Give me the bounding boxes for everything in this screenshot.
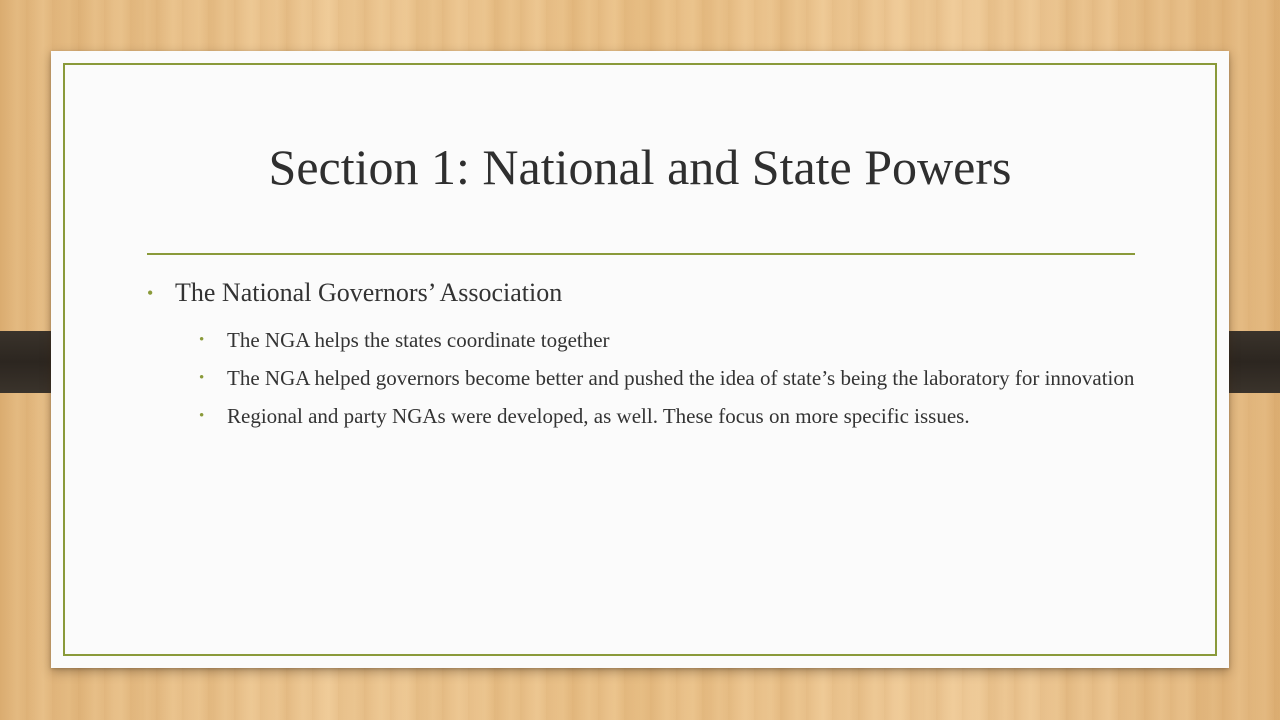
sub-bullet-item <box>147 403 1147 430</box>
bullet-icon: • <box>199 408 205 424</box>
bullet-icon: • <box>147 283 154 303</box>
title-divider <box>147 253 1135 255</box>
sub-bullet-item <box>147 327 1147 354</box>
sub-bullet-text: The NGA helped governors become better and pushed the idea of state’s being the laboratory for innovation <box>227 366 1135 390</box>
bullet-icon: • <box>199 370 205 386</box>
sub-bullet-text: The NGA helps the states coordinate together <box>227 328 610 352</box>
sub-bullet-item <box>147 365 1147 392</box>
sub-bullet-text: Regional and party NGAs were developed, as well. These focus on more specific issues. <box>227 404 970 428</box>
slide-canvas <box>51 51 1229 668</box>
bullet-icon: • <box>199 332 205 348</box>
bullet-item <box>147 277 1147 309</box>
bullet-list <box>147 277 1147 430</box>
bullet-text: The National Governors’ Association <box>175 278 563 307</box>
slide-title: Section 1: National and State Powers <box>268 139 1012 195</box>
